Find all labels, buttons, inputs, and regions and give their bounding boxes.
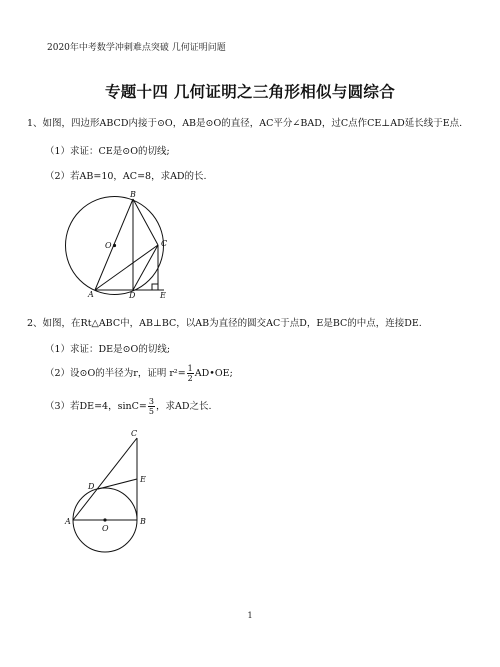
part-3-suffix: ，求AD之长. [155, 401, 212, 412]
problem-1-statement: 1、如图，四边形ABCD内接于⊙O，AB是⊙O的直径，AC平分∠BAD，过C点作CE⊥AD延长线于E点. [27, 118, 463, 129]
label-o: O [102, 524, 109, 533]
problem-2-part-2 [45, 364, 233, 383]
part-2-prefix: （2）设⊙O的半径为r，证明 r²= [45, 368, 186, 379]
problem-1-part-2: （2）若AB=10，AC=8，求AD的长. [45, 171, 207, 182]
label-c: C [161, 239, 168, 248]
right-angle-mark [152, 284, 158, 290]
page-number: 1 [247, 611, 253, 620]
part-2-suffix: AD•OE; [194, 368, 233, 379]
center-point-o [113, 244, 116, 247]
segment-bc [133, 199, 158, 245]
label-a: A [88, 290, 94, 299]
problem-1-figure [60, 188, 180, 300]
label-e: E [140, 475, 146, 484]
label-b: B [130, 190, 136, 199]
segment-ac [73, 438, 137, 520]
label-d: D [129, 291, 136, 300]
label-a: A [65, 517, 71, 526]
label-d: D [88, 482, 95, 491]
problem-1-part-1: （1）求证：CE是⊙O的切线; [45, 146, 170, 157]
fraction-three-fifths: $\frac{3}{5}$ [148, 397, 154, 416]
label-c: C [131, 429, 138, 438]
problem-2-part-3 [45, 397, 211, 416]
document-header: 2020年中考数学冲刺难点突破 几何证明问题 [47, 43, 226, 53]
problem-2-part-1: （1）求证：DE是⊙O的切线; [45, 344, 171, 355]
problem-2-figure [62, 425, 162, 555]
label-b: B [140, 517, 146, 526]
label-o: O [105, 241, 112, 250]
page-title: 专题十四 几何证明之三角形相似与圆综合 [104, 83, 396, 101]
part-3-prefix: （3）若DE=4，sinC= [45, 401, 147, 412]
label-e: E [160, 291, 166, 300]
center-point-o [103, 518, 106, 521]
fraction-one-half: $\frac{1}{2}$ [187, 364, 193, 383]
problem-2-statement: 2、如图，在Rt△ABC中，AB⊥BC，以AB为直径的圆交AC于点D，E是BC的中点，连接DE. [27, 318, 422, 329]
